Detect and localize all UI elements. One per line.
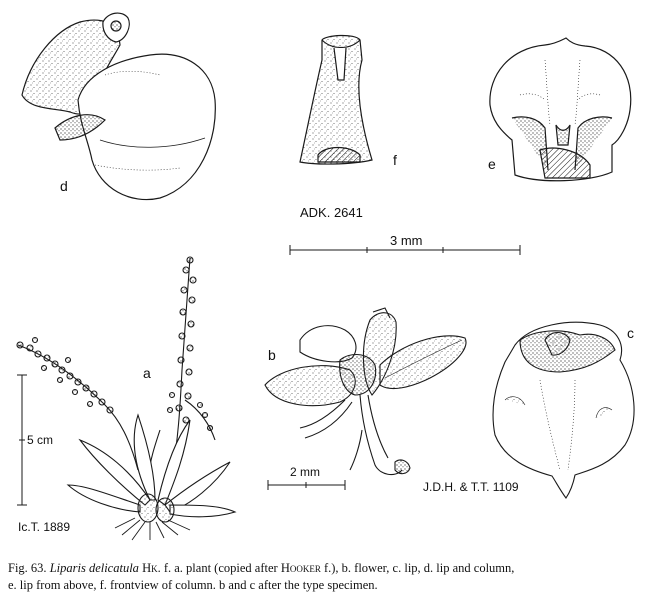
drawing-d-lip-and-column [22,13,215,200]
specimen-code-icones: Ic.T. 1889 [18,520,71,534]
drawing-b-flower [265,308,466,475]
drawing-e-lip-above [490,38,631,181]
panel-letter-a: a [143,365,151,381]
caption-line-1 [8,560,660,577]
scale-label-5cm: 5 cm [27,433,54,447]
panel-letter-f: f [393,152,397,168]
scale-bar-5cm [17,375,27,505]
caption-hooker: Hooker [280,561,321,575]
drawing-a-plant [17,257,235,540]
scale-label-3mm: 3 mm [390,233,423,248]
caption-author-prefix: Hk [142,561,158,575]
drawing-c-lip [493,322,634,498]
caption-author-suffix: . f. a. plant (copied after [157,561,281,575]
caption-line1-rest: f.), b. flower, c. lip, d. lip and column, [320,561,515,575]
panel-letter-b: b [268,347,276,363]
drawing-f-column-front [300,35,372,164]
scale-bar-2mm [268,480,345,490]
panel-letter-e: e [488,156,496,172]
specimen-code-jdh: J.D.H. & T.T. 1109 [423,480,519,494]
figure-caption [8,560,660,594]
specimen-code-adk: ADK. 2641 [300,205,363,220]
scale-label-2mm: 2 mm [290,465,320,479]
panel-letter-c: c [627,325,634,341]
caption-fig-number: Fig. 63. [8,561,47,575]
panel-letter-d: d [60,178,68,194]
caption-line-2: e. lip from above, f. frontview of column. b and c after the type specimen. [8,578,378,592]
caption-species: Liparis delicatula [49,561,139,575]
